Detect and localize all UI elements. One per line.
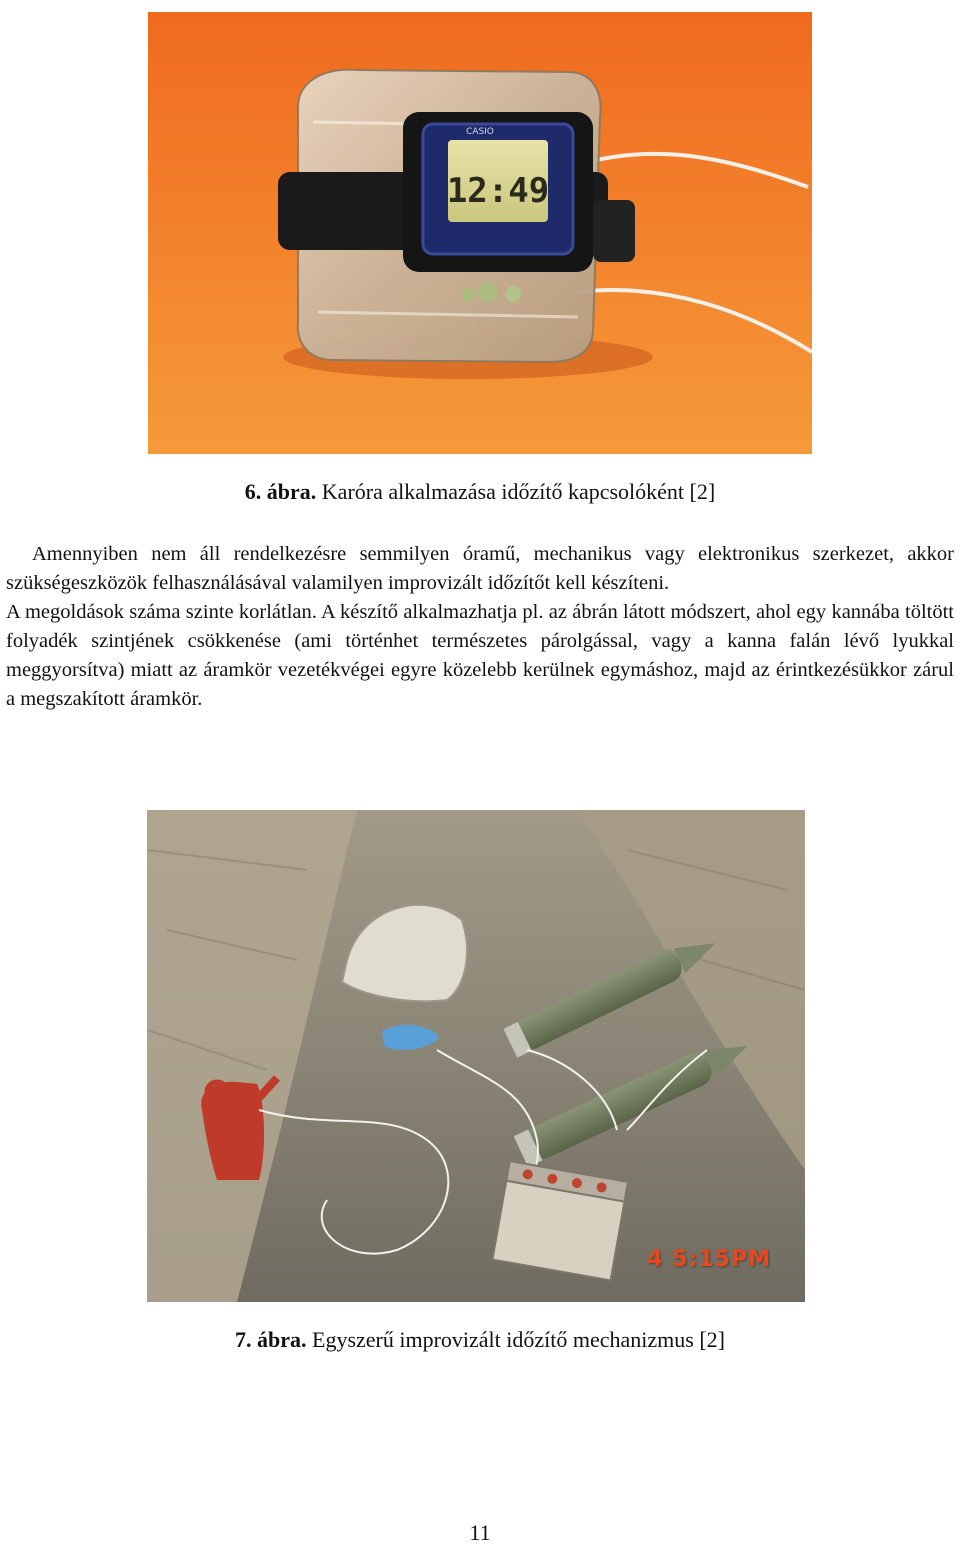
trench-timer-illustration bbox=[147, 810, 805, 1302]
watch-timer-illustration bbox=[148, 12, 812, 454]
figure-7-photo bbox=[147, 810, 805, 1302]
figure-6-label: 6. ábra. bbox=[244, 479, 317, 504]
figure-6-caption-text: Karóra alkalmazása időzítő kapcsolóként [2] bbox=[316, 479, 716, 504]
figure-6-photo bbox=[148, 12, 812, 454]
photo-timestamp: 4 5:15PM bbox=[647, 1247, 771, 1272]
watch-display-text: 12:49 bbox=[446, 171, 550, 211]
figure-7-caption-text: Egyszerű improvizált időzítő mechanizmus [2] bbox=[306, 1327, 725, 1352]
body-text bbox=[6, 540, 954, 714]
paragraph-1: Amennyiben nem áll rendelkezésre semmilyen óramű, mechanikus vagy elektronikus szerkezet, akkor szükségeszközök felhasználásával valamilyen improvizált időzítőt kell készíteni. bbox=[6, 543, 954, 594]
page-number: 11 bbox=[469, 1520, 491, 1545]
figure-7-label: 7. ábra. bbox=[235, 1327, 307, 1352]
figure-6-caption bbox=[0, 478, 960, 506]
watch-brand-text: CASIO bbox=[466, 127, 494, 137]
paragraph-2: A megoldások száma szinte korlátlan. A készítő alkalmazhatja pl. az ábrán látott módszert, ahol egy kannába töltött folyadék szintjének csökkenése (ami történhet természetes párolgással, vagy a kanna falán lévő lyukkal meggyorsítva) miatt az áramkör vezetékvégei egyre közelebb kerülnek egymáshoz, majd az érintkezésükkor zárul a megszakított áramkör. bbox=[6, 601, 954, 710]
figure-7-caption bbox=[0, 1326, 960, 1354]
